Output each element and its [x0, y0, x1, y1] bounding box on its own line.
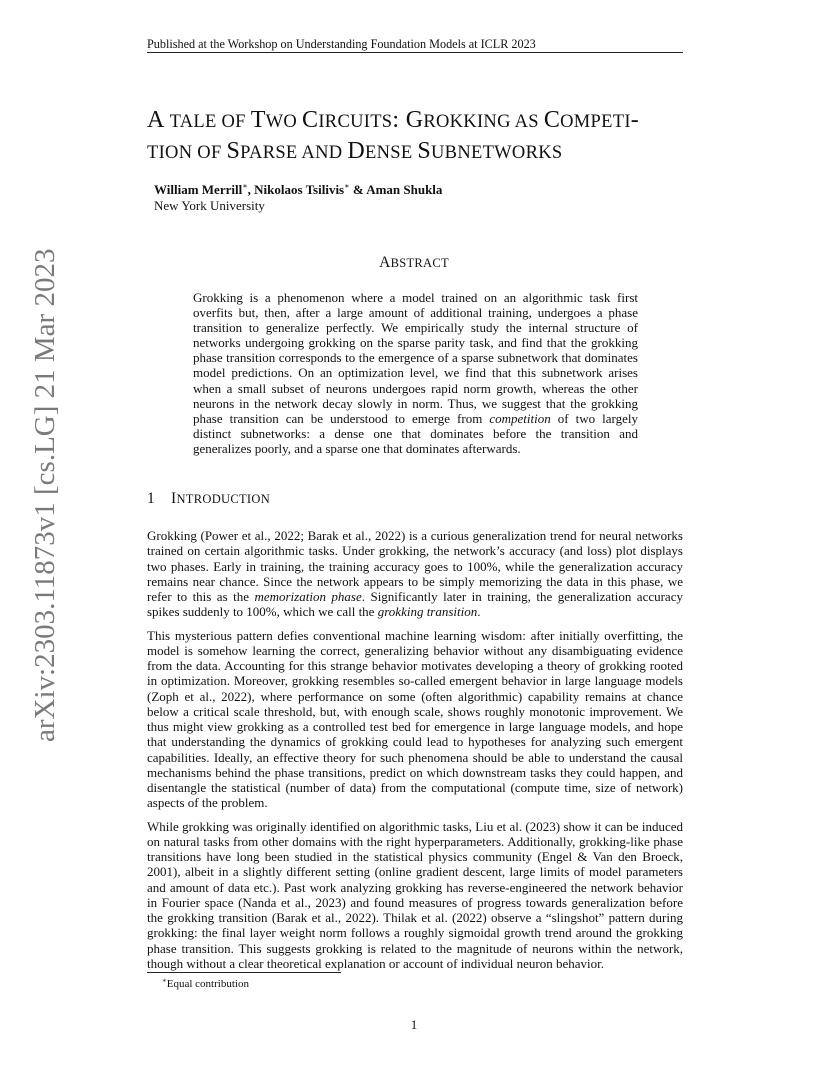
title-run: ENSE — [364, 143, 418, 163]
author-name: William Merrill — [154, 182, 243, 197]
title-run: TION OF — [147, 143, 227, 163]
abstract-heading-rest: BSTRACT — [390, 256, 449, 270]
title-run: T — [250, 107, 266, 133]
title-run: TALE OF — [169, 112, 251, 132]
equal-contribution-mark: ∗ — [242, 181, 248, 191]
title-run: A — [147, 107, 170, 133]
title-run: D — [347, 138, 365, 164]
section-heading-introduction — [147, 490, 270, 508]
title-run: PARSE AND — [240, 143, 348, 163]
emphasized-text: memorization phase — [254, 589, 362, 604]
text-run: This mysterious pattern defies conventional machine learning wisdom: after initially overfitting, the model is somehow learning the correct, generalizing behavior without any disambiguating evidence from the data. Accounting for this strange behavior motivates developing a theory of grokking rooted in optimization. Moreover, grokking resembles so-called emergent behavior in large language models (Zoph et al., 2022), where performance on some (often algorithmic) capability remains at chance below a critical scale threshold, but, with enough scale, shows roughly monotonic improvement. We thus might view grokking as a controlled test bed for emergence in large language models, and hope that understanding the dynamics of grokking could lead to hypotheses for analyzing such emergent capabilities. Ideally, an effective theory for such phenomena should be able to understand the causal mechanisms behind the phase transitions, predict on which downstream tasks they could happen, and disentangle the statistical (number of data) from the computational (compute time, size of network) aspects of the problem. — [147, 627, 683, 811]
text-run: While grokking was originally identified on algorithmic tasks, Liu et al. (2023) show it can be induced on natural tasks from other domains with the right hyperparameters. Additionally, grokking-like phase transitions have long been studied in the statistical physics community (Engel & Van den Broeck, 2001), albeit in a slightly different setting (online gradient descent, large limits of model parameters and amount of data etc.). Past work analyzing grokking has reverse-engineered the network behavior in Fourier space (Nanda et al., 2023) and found measures of progress towards generalization before the grokking transition (Barak et al., 2022). Thilak et al. (2022) observe a “slingshot” pattern during grokking: the final layer weight norm follows a roughly sigmoidal growth trend around the grokking phase transition. This suggests grokking is related to the magnitude of neurons within the network, though without a clear theoretical explanation or account of individual neuron behavior. — [147, 818, 683, 971]
page-number: 1 — [410, 1017, 418, 1032]
footnote-mark: ∗ — [162, 976, 167, 985]
section-title-initial: I — [171, 490, 177, 507]
author-block — [154, 182, 654, 214]
footnote-rule — [147, 972, 341, 973]
paragraph — [147, 819, 683, 972]
title-run: C — [543, 107, 561, 133]
text-run: of two largely distinct subnetworks: a dense one that dominates before the transition and generalizes poorly, and a sparse one that dominates afterwards. — [193, 410, 639, 456]
text-run: . — [477, 604, 481, 620]
author-affiliation: New York University — [154, 198, 265, 213]
footnote-text: Equal contribution — [166, 978, 249, 990]
section-title-rest: NTRODUCTION — [176, 492, 271, 506]
title-run: IRCUITS — [318, 112, 393, 132]
author-name: Aman Shukla — [366, 182, 443, 197]
title-run: C — [302, 107, 319, 133]
text-run: Grokking (Power et al., 2022; Barak et al., 2022) is a curious generalization trend for neural networks trained on certain algorithmic tasks. Under grokking, the network’s accuracy (and loss) plot displays two phases. Early in training, the training accuracy goes to 100%, while the generalization accuracy remains near chance. Since the network appears to be simply memorizing the data in this phase, we refer to this as the — [147, 528, 683, 604]
emphasized-text: grokking transition — [377, 604, 478, 620]
text-run: . Significantly later in training, the generalization accuracy spikes suddenly to 100%, which we call the — [147, 589, 683, 620]
paragraph — [147, 628, 683, 811]
abstract-heading — [0, 254, 828, 272]
introduction-body — [147, 528, 683, 979]
arxiv-identifier: arXiv:2303.11873v1 [cs.LG] 21 Mar 2023 — [29, 248, 61, 742]
abstract-text — [193, 290, 638, 456]
running-header: Published at the Workshop on Understanding Foundation Models at ICLR 2023 — [147, 37, 536, 51]
author-separator: & — [349, 182, 367, 197]
abstract-heading-initial: A — [379, 254, 391, 271]
title-run: UBNETWORKS — [431, 143, 563, 163]
title-run: ROKKING AS — [423, 112, 544, 132]
paper-title — [147, 106, 687, 168]
title-run: OMPETI — [560, 112, 631, 132]
author-names — [154, 182, 654, 198]
title-run: S — [226, 138, 241, 164]
title-run: WO — [265, 112, 303, 132]
author-separator: , — [247, 182, 255, 197]
title-run: : — [392, 107, 406, 133]
author-name: Nikolaos Tsilivis — [254, 182, 345, 197]
text-run: Grokking is a phenomenon where a model trained on an algorithmic task first overfits but, then, after a large amount of additional training, undergoes a phase transition to generalize perfectly. We empirically study the internal structure of networks undergoing grokking on the sparse parity task, and find that the grokking phase transition corresponds to the emergence of a sparse subnetwork that dominates model predictions. On an optimization level, we find that this subnetwork arises when a small subset of neurons undergoes rapid norm growth, whereas the other neurons in the network decay slowly in norm. Thus, we suggest that the grokking phase transition can be understood to emerge from — [193, 290, 638, 426]
title-line-2 — [147, 137, 687, 168]
footnote — [162, 977, 249, 991]
title-run: S — [417, 138, 432, 164]
title-line-1 — [147, 106, 687, 137]
title-run: G — [405, 107, 424, 133]
equal-contribution-mark: ∗ — [344, 181, 350, 191]
paragraph — [147, 528, 683, 620]
emphasized-text: competition — [489, 410, 551, 426]
title-run: - — [630, 107, 640, 133]
header-rule — [147, 52, 683, 53]
section-number: 1 — [147, 490, 156, 507]
